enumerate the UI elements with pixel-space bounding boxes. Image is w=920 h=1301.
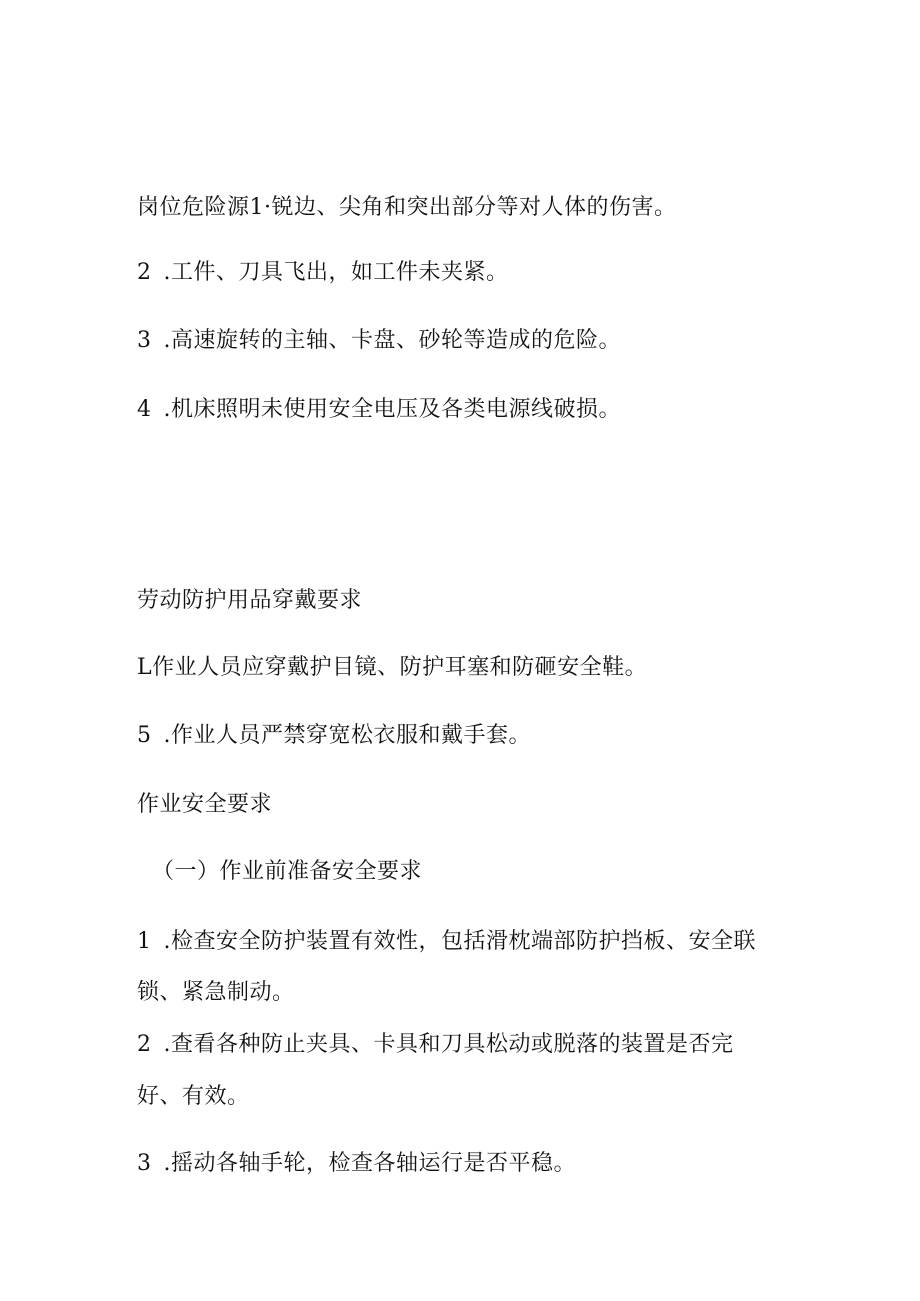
safety-item-2-text: .查看各种防止夹具、卡具和刀具松动或脱落的装置是否完 [163,1032,734,1057]
hazard-intro: 岗位危险源1·锐边、尖角和突出部分等对人体的伤害。 [137,195,677,220]
safety-item-2-line2: 好、有效。 [137,1084,250,1109]
hazard-item-2 [137,258,509,288]
ppe-item-5-text: .作业人员严禁穿宽松衣服和戴手套。 [163,723,531,748]
safety-item-1-line2: 锁、紧急制动。 [137,980,295,1005]
safety-item-1-line1 [137,927,756,957]
safety-subheading: （一）作业前准备安全要求 [152,859,423,884]
ppe-item-5 [137,721,531,751]
safety-item-3-text: .摇动各轴手轮，检查各轴运行是否平稳。 [163,1151,576,1176]
ppe-heading: 劳动防护用品穿戴要求 [137,588,363,613]
hazard-item-4-number: 4 [137,397,152,422]
safety-heading: 作业安全要求 [137,792,273,817]
safety-item-1-number: 1 [137,929,152,954]
hazard-item-2-number: 2 [137,260,152,285]
hazard-item-4 [137,395,621,425]
hazard-item-3-number: 3 [137,328,152,353]
safety-item-3-number: 3 [137,1151,152,1176]
safety-item-2-line1 [137,1030,734,1060]
ppe-item-1: L作业人员应穿戴护目镜、防护耳塞和防砸安全鞋。 [137,655,648,680]
hazard-item-3-text: .高速旋转的主轴、卡盘、砂轮等造成的危险。 [163,328,621,353]
hazard-item-3 [137,326,621,356]
ppe-item-5-number: 5 [137,723,152,748]
safety-item-2-number: 2 [137,1032,152,1057]
safety-item-1-text: .检查安全防护装置有效性，包括滑枕端部防护挡板、安全联 [163,929,756,954]
safety-item-3 [137,1149,576,1179]
hazard-item-4-text: .机床照明未使用安全电压及各类电源线破损。 [163,397,621,422]
hazard-item-2-text: .工件、刀具飞出，如工件未夹紧。 [163,260,509,285]
